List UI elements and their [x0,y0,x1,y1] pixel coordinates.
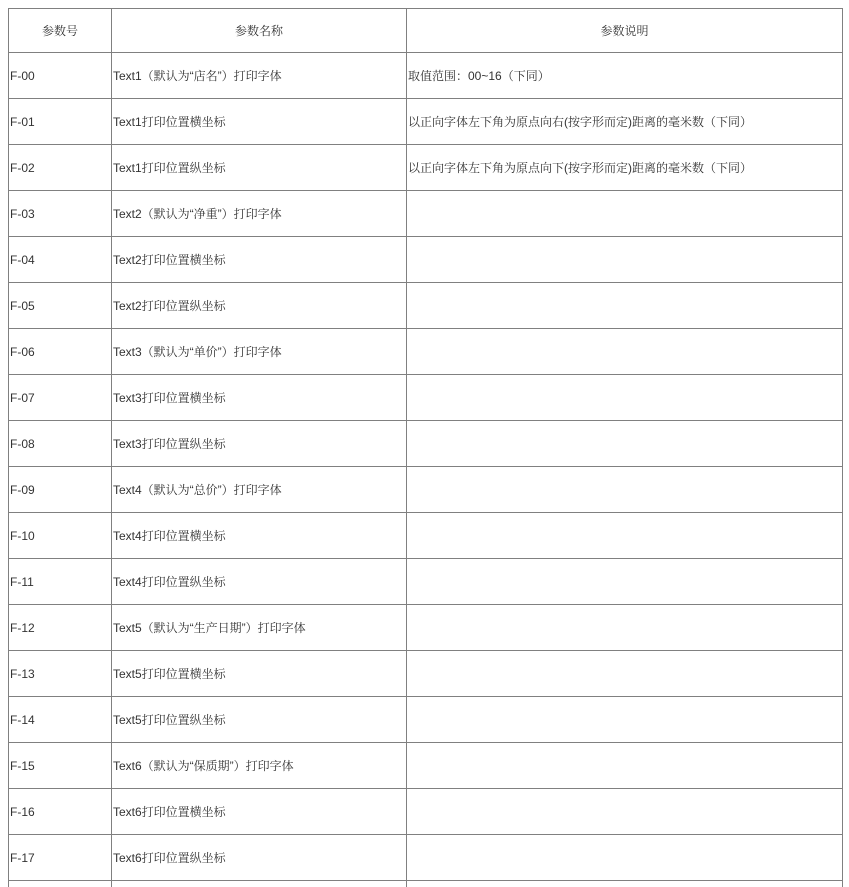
param-name-cell: Text6打印位置纵坐标 [112,835,407,881]
param-no-cell: F-04 [9,237,112,283]
param-desc-cell [407,513,843,559]
param-no-cell: F-08 [9,421,112,467]
param-no-cell [9,881,112,887]
table-row [9,329,843,375]
table-row [9,421,843,467]
param-name-cell: Text1打印位置纵坐标 [112,145,407,191]
param-no-cell: F-13 [9,651,112,697]
param-no-cell: F-03 [9,191,112,237]
param-desc-cell [407,559,843,605]
param-no-cell: F-07 [9,375,112,421]
param-desc-cell [407,651,843,697]
param-name-cell: Text3打印位置横坐标 [112,375,407,421]
param-name-cell: Text1（默认为“店名”）打印字体 [112,53,407,99]
table-row [9,835,843,881]
table-row [9,743,843,789]
param-desc-cell [407,467,843,513]
param-no-cell: F-12 [9,605,112,651]
param-name-cell [112,881,407,887]
param-desc-cell [407,329,843,375]
header-param-name: 参数名称 [112,9,407,53]
param-name-cell: Text5打印位置横坐标 [112,651,407,697]
param-no-cell: F-05 [9,283,112,329]
param-desc-cell [407,283,843,329]
param-no-cell: F-11 [9,559,112,605]
table-row [9,145,843,191]
param-desc-cell [407,835,843,881]
table-row-partial [9,881,843,887]
table-row [9,467,843,513]
param-desc-cell [407,191,843,237]
header-param-description: 参数说明 [407,9,843,53]
param-name-cell: Text6（默认为“保质期”）打印字体 [112,743,407,789]
parameter-table [8,8,843,887]
param-no-cell: F-09 [9,467,112,513]
table-row [9,375,843,421]
param-desc-cell: 以正向字体左下角为原点向右(按字形而定)距离的毫米数（下同） [407,99,843,145]
param-desc-cell [407,881,843,887]
param-no-cell: F-00 [9,53,112,99]
param-name-cell: Text3打印位置纵坐标 [112,421,407,467]
table-row [9,237,843,283]
header-param-number: 参数号 [9,9,112,53]
param-name-cell: Text2（默认为“净重”）打印字体 [112,191,407,237]
param-no-cell: F-06 [9,329,112,375]
param-name-cell: Text1打印位置横坐标 [112,99,407,145]
param-desc-cell [407,697,843,743]
param-no-cell: F-02 [9,145,112,191]
param-no-cell: F-14 [9,697,112,743]
param-desc-cell [407,375,843,421]
table-row [9,191,843,237]
param-no-cell: F-17 [9,835,112,881]
param-name-cell: Text3（默认为“单价”）打印字体 [112,329,407,375]
table-row [9,605,843,651]
table-row [9,53,843,99]
param-no-cell: F-10 [9,513,112,559]
table-row [9,697,843,743]
param-name-cell: Text6打印位置横坐标 [112,789,407,835]
table-row [9,651,843,697]
table-row [9,789,843,835]
param-desc-cell: 取值范围：00~16（下同） [407,53,843,99]
param-name-cell: Text2打印位置横坐标 [112,237,407,283]
param-name-cell: Text4（默认为“总价”）打印字体 [112,467,407,513]
table-row [9,283,843,329]
param-desc-cell [407,421,843,467]
param-desc-cell [407,605,843,651]
param-no-cell: F-15 [9,743,112,789]
param-desc-cell: 以正向字体左下角为原点向下(按字形而定)距离的毫米数（下同） [407,145,843,191]
param-name-cell: Text4打印位置纵坐标 [112,559,407,605]
param-desc-cell [407,789,843,835]
table-row [9,99,843,145]
table-row [9,513,843,559]
param-desc-cell [407,237,843,283]
table-row [9,559,843,605]
param-no-cell: F-01 [9,99,112,145]
param-name-cell: Text5（默认为“生产日期”）打印字体 [112,605,407,651]
table-header-row [9,9,843,53]
param-name-cell: Text4打印位置横坐标 [112,513,407,559]
param-name-cell: Text2打印位置纵坐标 [112,283,407,329]
param-no-cell: F-16 [9,789,112,835]
param-desc-cell [407,743,843,789]
param-name-cell: Text5打印位置纵坐标 [112,697,407,743]
